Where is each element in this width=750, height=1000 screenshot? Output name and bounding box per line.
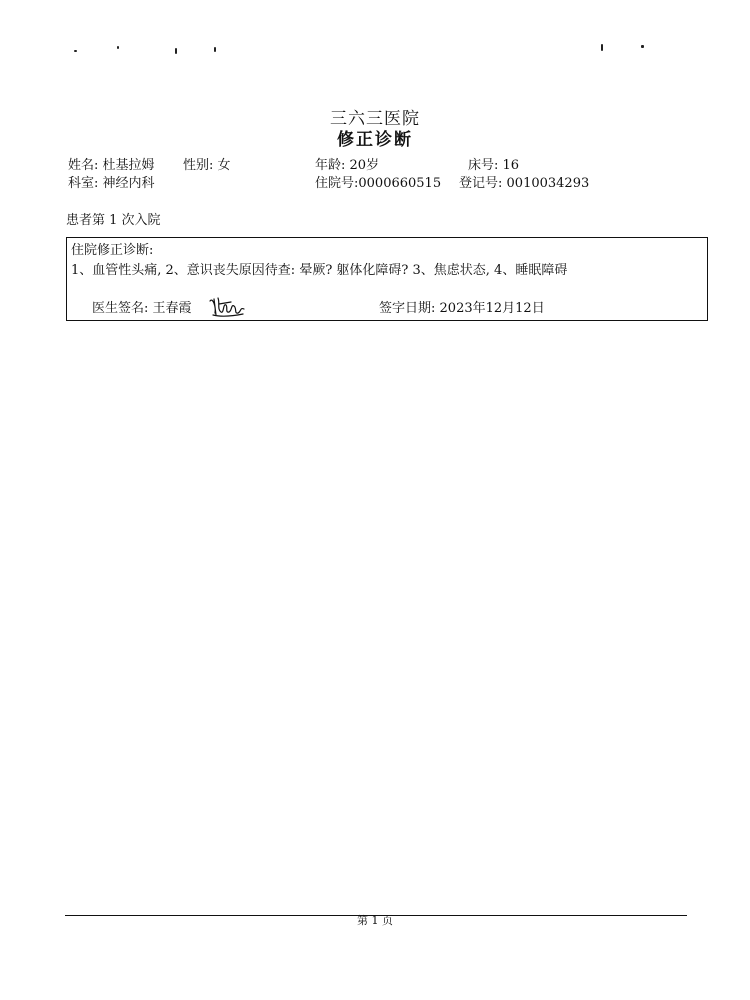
sign-date-field bbox=[379, 297, 545, 316]
diagnosis-label: 住院修正诊断: bbox=[71, 243, 154, 258]
sex-field bbox=[183, 154, 231, 173]
reg-no-field bbox=[459, 172, 589, 191]
name-label: 姓名: bbox=[68, 158, 99, 173]
dept-field bbox=[68, 172, 155, 191]
inpatient-no-field bbox=[315, 172, 441, 191]
doctor-name: 王春霞 bbox=[152, 301, 192, 316]
bed-label: 床号: bbox=[468, 158, 499, 173]
age-value: 20岁 bbox=[349, 158, 380, 173]
form-title: 修正诊断 bbox=[337, 130, 413, 150]
age-label: 年龄: bbox=[315, 158, 346, 173]
bed-value: 16 bbox=[502, 158, 520, 173]
dept-value: 神经内科 bbox=[102, 176, 155, 191]
diagnosis-text: 1、血管性头痛, 2、意识丧失原因待查: 晕厥? 躯体化障碍? 3、焦虑状态, 4、睡眠障碍 bbox=[71, 263, 568, 278]
date-label: 签字日期: bbox=[379, 301, 436, 316]
diagnosis-box bbox=[66, 237, 708, 321]
inpatient-no-label: 住院号: bbox=[315, 176, 359, 191]
age-field bbox=[315, 154, 379, 173]
page-number: 第 1 页 bbox=[357, 914, 393, 927]
hospital-name: 三六三医院 bbox=[330, 109, 420, 129]
sex-label: 性别: bbox=[183, 158, 214, 173]
reg-no-value: 0010034293 bbox=[506, 176, 590, 191]
date-value: 2023年12月12日 bbox=[439, 301, 545, 316]
bed-field bbox=[468, 154, 519, 173]
handwritten-signature bbox=[207, 293, 247, 319]
inpatient-no-value: 0000660515 bbox=[358, 176, 442, 191]
admission-count: 患者第 1 次入院 bbox=[66, 213, 161, 228]
name-value: 杜基拉姆 bbox=[102, 158, 155, 173]
reg-no-label: 登记号: bbox=[459, 176, 503, 191]
sex-value: 女 bbox=[217, 158, 231, 173]
doctor-signature-field bbox=[92, 297, 192, 316]
doctor-label: 医生签名: bbox=[92, 301, 149, 316]
name-field bbox=[68, 154, 155, 173]
dept-label: 科室: bbox=[68, 176, 99, 191]
